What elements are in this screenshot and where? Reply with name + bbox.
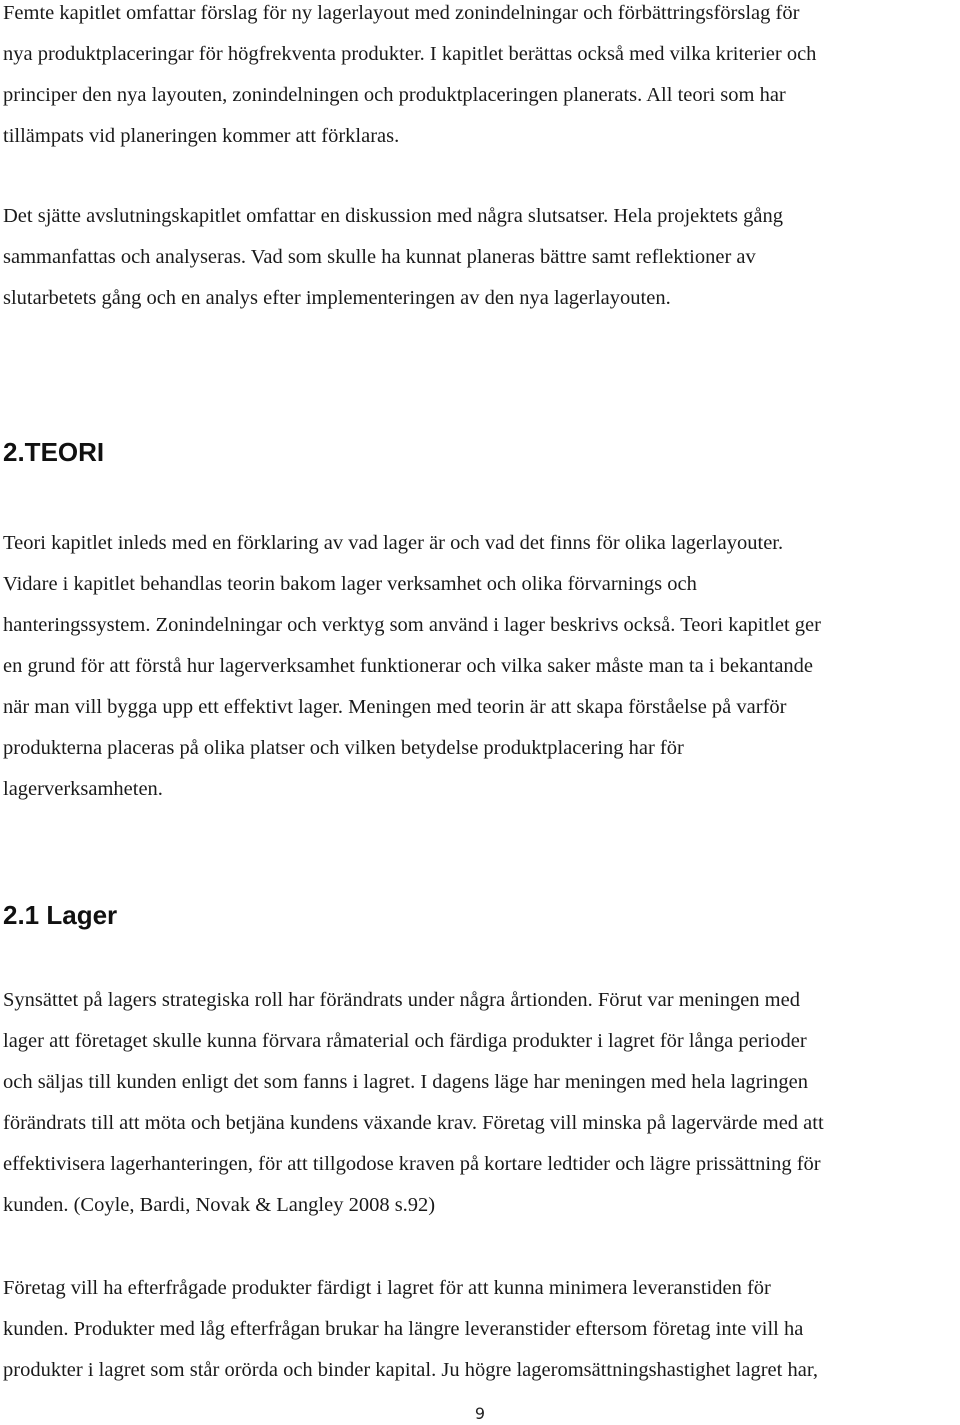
paragraph-lager-role xyxy=(3,980,958,1226)
paragraph-lager-demand xyxy=(3,1268,958,1391)
section-heading-lager: 2.1 Lager xyxy=(3,900,118,930)
paragraph-chapter-five xyxy=(3,0,958,157)
text-line: när man vill bygga upp ett effektivt lager. Meningen med teorin är att skapa förståelse på varför xyxy=(3,696,787,718)
text-line: Det sjätte avslutningskapitlet omfattar en diskussion med några slutsatser. Hela projektets gång xyxy=(3,205,783,227)
text-line: lager att företaget skulle kunna förvara råmaterial och färdiga produkter i lagret för långa perioder xyxy=(3,1030,807,1052)
text-line: effektivisera lagerhanteringen, för att tillgodose kraven på kortare ledtider och lägre prissättning för xyxy=(3,1153,821,1175)
paragraph-chapter-six xyxy=(3,196,958,319)
text-line: Synsättet på lagers strategiska roll har förändrats under några årtionden. Förut var meningen med xyxy=(3,989,800,1011)
text-line: sammanfattas och analyseras. Vad som skulle ha kunnat planeras bättre samt reflektioner av xyxy=(3,246,756,268)
text-line: tillämpats vid planeringen kommer att förklaras. xyxy=(3,125,400,147)
text-line: hanteringssystem. Zonindelningar och verktyg som använd i lager beskrivs också. Teori kapitlet ger xyxy=(3,614,821,636)
text-line: förändrats till att möta och betjäna kundens växande krav. Företag vill minska på lagervärde med att xyxy=(3,1112,824,1134)
page-number: 9 xyxy=(474,1404,486,1423)
text-line: slutarbetets gång och en analys efter implementeringen av den nya lagerlayouten. xyxy=(3,287,671,309)
text-line: Femte kapitlet omfattar förslag för ny lagerlayout med zonindelningar och förbättringsförslag för xyxy=(3,2,800,24)
text-line: Vidare i kapitlet behandlas teorin bakom lager verksamhet och olika förvarnings och xyxy=(3,573,697,595)
text-line: Företag vill ha efterfrågade produkter färdigt i lagret för att kunna minimera leveranstiden för xyxy=(3,1277,771,1299)
text-line: principer den nya layouten, zonindelningen och produktplaceringen planerats. All teori som har xyxy=(3,84,786,106)
text-line: kunden. Produkter med låg efterfrågan brukar ha längre leveranstider eftersom företag inte vill ha xyxy=(3,1318,804,1340)
text-line: kunden. (Coyle, Bardi, Novak & Langley 2008 s.92) xyxy=(3,1194,436,1216)
text-line: en grund för att förstå hur lagerverksamhet funktionerar och vilka saker måste man ta i bekantande xyxy=(3,655,814,677)
text-line: och säljas till kunden enligt det som fanns i lagret. I dagens läge har meningen med hela lagringen xyxy=(3,1071,808,1093)
section-heading-teori: 2.TEORI xyxy=(3,437,105,467)
text-line: lagerverksamheten. xyxy=(3,778,163,800)
text-line: Teori kapitlet inleds med en förklaring av vad lager är och vad det finns för olika lagerlayouter. xyxy=(3,532,784,554)
paragraph-teori-intro xyxy=(3,523,958,810)
text-line: nya produktplaceringar för högfrekventa produkter. I kapitlet berättas också med vilka kriterier och xyxy=(3,43,817,65)
text-line: produkterna placeras på olika platser och vilken betydelse produktplacering har för xyxy=(3,737,684,759)
text-line: produkter i lagret som står orörda och binder kapital. Ju högre lageromsättningshastighet lagret har, xyxy=(3,1359,818,1381)
